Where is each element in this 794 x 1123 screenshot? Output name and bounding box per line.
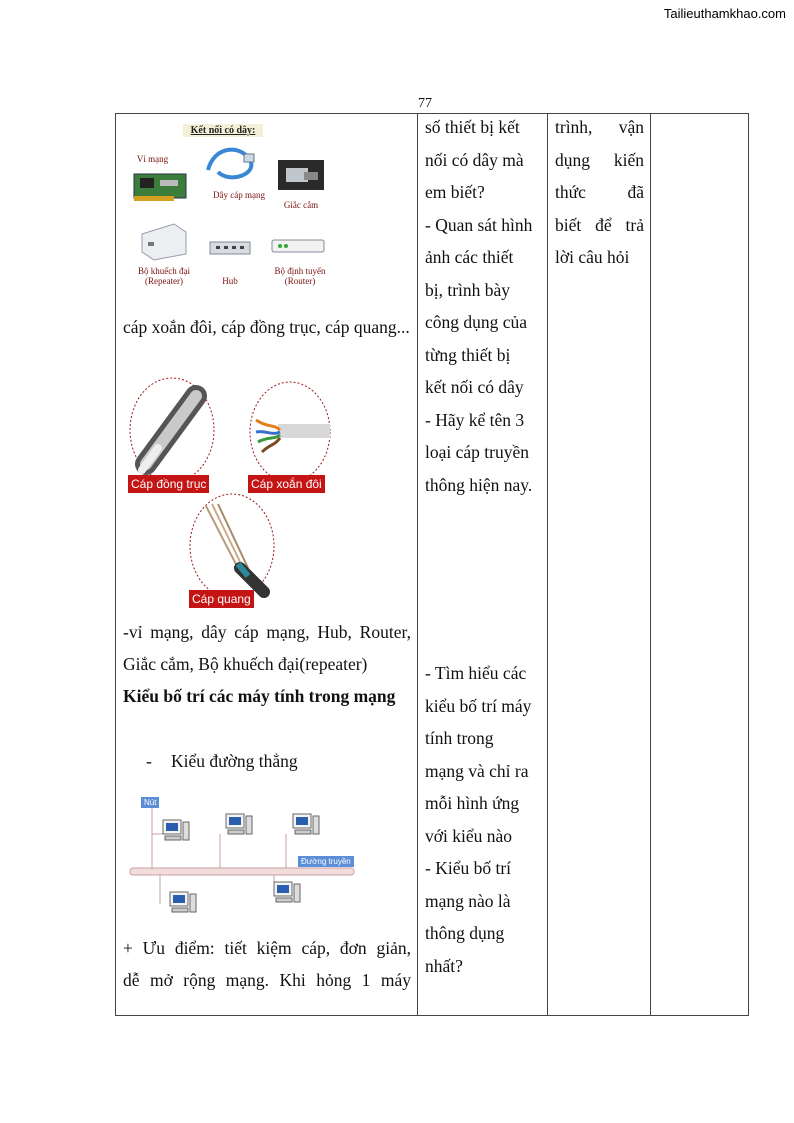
column-divider bbox=[417, 114, 418, 1015]
column-divider bbox=[547, 114, 548, 1015]
nic-card-icon bbox=[130, 168, 190, 208]
text-line: biết để trả bbox=[555, 214, 644, 235]
coaxial-cable-icon bbox=[126, 376, 222, 488]
plug-label: Giắc cắm bbox=[283, 200, 319, 210]
cable-label: Dây cáp mạng bbox=[213, 190, 265, 200]
advantages-line-1: + Ưu điểm: tiết kiệm cáp, đơn giản, bbox=[123, 938, 411, 958]
text-line: nhất? bbox=[425, 955, 463, 976]
router-label-1: Bộ định tuyến bbox=[274, 266, 326, 276]
nic-label: Vỉ mạng bbox=[136, 154, 169, 164]
text-line: trình, vận bbox=[555, 117, 644, 137]
repeater-icon bbox=[138, 220, 190, 262]
twisted-pair-caption: Cáp xoắn đôi bbox=[248, 475, 325, 493]
repeater-label-1: Bộ khuếch đại bbox=[138, 266, 190, 276]
devices-line-1: -vỉ mạng, dây cáp mạng, Hub, Router, bbox=[123, 622, 411, 642]
advantages-line-2: dễ mở rộng mạng. Khi hỏng 1 máy bbox=[123, 970, 411, 990]
plug-icon bbox=[274, 156, 328, 194]
text-line: số thiết bị kết bbox=[425, 117, 520, 137]
notes-column bbox=[651, 114, 748, 1015]
cable-types-image bbox=[126, 376, 336, 608]
text-line: mạng nào là bbox=[425, 890, 511, 911]
text-line: - Hãy kể tên 3 bbox=[425, 409, 525, 430]
repeater-label-2: (Repeater) bbox=[145, 276, 183, 286]
text-line: loại cáp truyền bbox=[425, 442, 529, 462]
router-label-2: (Router) bbox=[284, 276, 316, 286]
text-line: - Tìm hiểu các bbox=[425, 663, 527, 683]
topology-heading: Kiểu bố trí các máy tính trong mạng bbox=[123, 686, 396, 706]
text-line: dụng kiến bbox=[555, 149, 644, 170]
text-line: kiểu bố trí máy bbox=[425, 695, 532, 716]
text-line: thông hiện nay. bbox=[425, 474, 533, 495]
text-line: ảnh các thiết bbox=[425, 247, 514, 267]
text-line: - Quan sát hình bbox=[425, 214, 533, 235]
text-line: công dụng của bbox=[425, 312, 528, 332]
text-line: - Kiểu bố trí bbox=[425, 858, 512, 878]
text-line: mạng và chỉ ra bbox=[425, 760, 529, 781]
wired-title: Kết nối có dây: bbox=[183, 124, 263, 137]
bus-line-label: Đường truyền bbox=[298, 856, 354, 867]
computer-icon bbox=[161, 818, 191, 844]
text-line: nối có dây mà bbox=[425, 149, 524, 170]
computer-icon bbox=[291, 812, 321, 838]
text-line: thông dụng bbox=[425, 923, 505, 943]
bus-topology-diagram bbox=[126, 794, 366, 924]
hub-icon bbox=[208, 238, 252, 258]
text-line: bị, trình bày bbox=[425, 279, 511, 300]
computer-icon bbox=[272, 880, 302, 906]
router-icon bbox=[270, 234, 328, 256]
text-line: từng thiết bị bbox=[425, 344, 511, 365]
computer-icon bbox=[224, 812, 254, 838]
hub-label: Hub bbox=[222, 276, 238, 286]
text-line: lời câu hỏi bbox=[555, 247, 630, 267]
watermark: Tailieuthamkhao.com bbox=[663, 6, 786, 21]
lesson-table bbox=[115, 113, 749, 1016]
fiber-caption: Cáp quang bbox=[189, 590, 254, 608]
activity-questions-top bbox=[425, 111, 547, 501]
twisted-pair-icon bbox=[248, 380, 334, 484]
computer-icon bbox=[168, 890, 198, 916]
content-column bbox=[116, 114, 417, 1015]
fiber-cable-icon bbox=[188, 492, 276, 600]
text-line: thức đã bbox=[555, 182, 644, 202]
cable-types-text: cáp xoắn đôi, cáp đồng trục, cáp quang... bbox=[123, 317, 410, 337]
student-activity-text bbox=[555, 111, 644, 274]
coaxial-caption: Cáp đồng trục bbox=[128, 475, 209, 493]
text-line: kết nối có dây bbox=[425, 377, 524, 397]
bus-topology-item: Kiểu đường thẳng bbox=[171, 751, 298, 771]
network-cable-icon bbox=[200, 140, 262, 186]
bullet-dash: - bbox=[146, 751, 152, 771]
devices-line-2: Giắc cắm, Bộ khuếch đại(repeater) bbox=[123, 654, 368, 674]
page-number: 77 bbox=[418, 96, 432, 111]
activity-questions-bottom bbox=[425, 657, 547, 982]
text-line: em biết? bbox=[425, 182, 485, 202]
text-line: mỗi hình ứng bbox=[425, 793, 520, 813]
node-label: Nút bbox=[141, 797, 159, 808]
wired-devices-image bbox=[128, 120, 328, 298]
text-line: với kiểu nào bbox=[425, 825, 513, 846]
text-line: tính trong bbox=[425, 728, 494, 748]
